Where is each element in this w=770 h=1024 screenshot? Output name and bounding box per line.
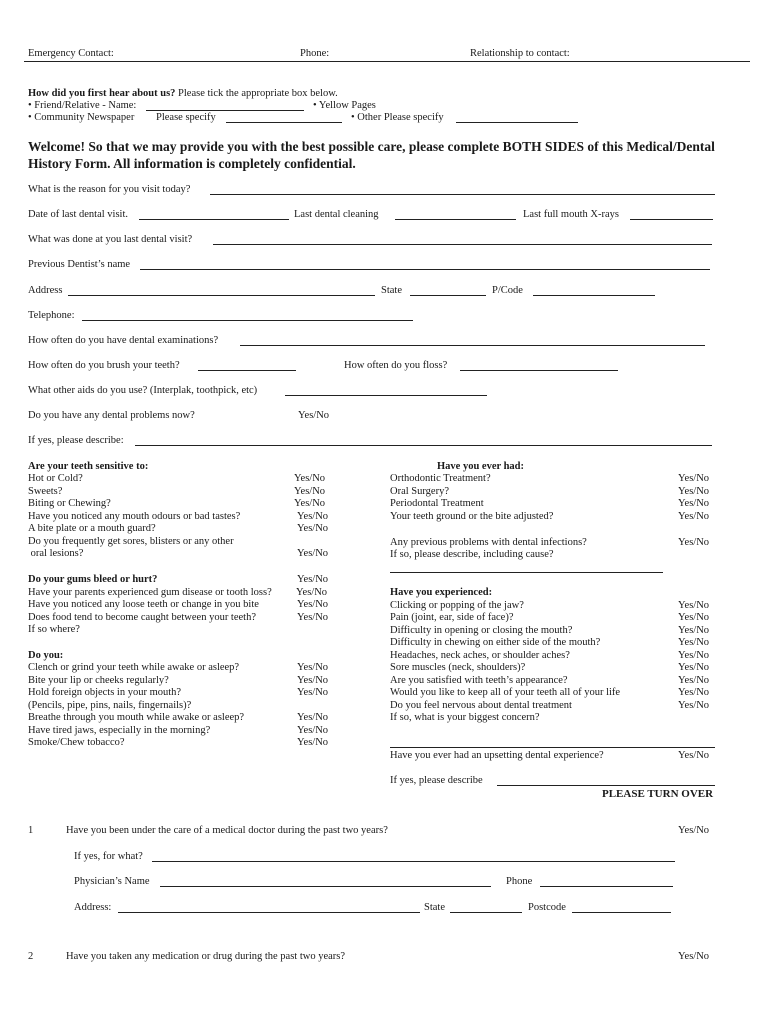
do-label: (Pencils, pipe, pins, nails, fingernails)? (28, 699, 192, 711)
upsetting-describe-field[interactable] (497, 785, 715, 786)
welcome-heading: Welcome! So that we may provide you with the best possible care, please complete BOTH SIDES of this Medical/Dental History Form. All information is completely confidential. (28, 139, 715, 171)
yes-no[interactable]: Yes/No (678, 624, 710, 636)
aids-label: What other aids do you use? (Interplak, toothpick, etc) (28, 385, 258, 396)
yes-no[interactable]: Yes/No (297, 724, 329, 736)
physician-address-field[interactable] (118, 912, 420, 913)
yes-no[interactable]: Yes/No (294, 498, 326, 509)
infections-label: Any previous problems with dental infections? (390, 536, 587, 548)
q2-question: Have you taken any medication or drug during the past two years? (66, 951, 346, 962)
describe-field[interactable] (135, 445, 712, 446)
friend-name-field[interactable] (146, 110, 304, 111)
state-field[interactable] (410, 295, 486, 296)
last-xrays-label: Last full mouth X-rays (523, 209, 619, 220)
yes-no[interactable]: Yes/No (297, 662, 329, 673)
address-label: Address (28, 285, 63, 296)
exams-label: How often do you have dental examinations? (28, 335, 219, 346)
experienced-label: Clicking or popping of the jaw? (390, 599, 524, 611)
ever-label: Oral Surgery? (390, 485, 449, 497)
yes-no[interactable]: Yes/No (678, 612, 710, 623)
ever-heading: Have you ever had: (437, 461, 525, 472)
q1-yes-no[interactable]: Yes/No (678, 825, 710, 836)
telephone-label: Telephone: (28, 310, 75, 321)
physician-postcode-field[interactable] (572, 912, 671, 913)
referral-other-label[interactable]: • Other Please specify (351, 112, 444, 123)
experienced-label: Headaches, neck aches, or shoulder aches? (390, 649, 570, 661)
exams-field[interactable] (240, 345, 705, 346)
infections-yes-no[interactable]: Yes/No (678, 536, 710, 548)
yes-no[interactable]: Yes/No (297, 599, 329, 610)
last-visit-label: Date of last dental visit. (28, 209, 129, 220)
brush-field[interactable] (198, 370, 296, 371)
aids-field[interactable] (285, 395, 487, 396)
last-cleaning-label: Last dental cleaning (294, 209, 379, 220)
yes-no[interactable]: Yes/No (678, 699, 710, 711)
yes-no[interactable]: Yes/No (297, 523, 329, 534)
q1-number: 1 (28, 825, 34, 836)
referral-community-label[interactable]: • Community Newspaper (28, 112, 135, 123)
ever-label: Orthodontic Treatment? (390, 473, 491, 484)
referral-instruction: Please tick the appropriate box below. (175, 88, 338, 99)
gums-label: Does food tend to become caught between your teeth? (28, 611, 257, 623)
yes-no[interactable]: Yes/No (297, 611, 329, 623)
last-xrays-field[interactable] (630, 219, 713, 220)
yes-no[interactable]: Yes/No (678, 510, 710, 522)
turn-over-note: PLEASE TURN OVER (602, 788, 714, 800)
experienced-label: Are you satisfied with teeth’s appearance? (390, 674, 568, 686)
other-specify-field[interactable] (456, 122, 578, 123)
reason-field[interactable] (210, 194, 715, 195)
sensitive-label: Have you noticed any mouth odours or bad tastes? (28, 510, 241, 522)
sensitive-label: A bite plate or a mouth guard? (28, 523, 156, 534)
describe-label: If yes, please describe: (28, 435, 124, 446)
physician-address-label: Address: (74, 902, 112, 913)
done-last-label: What was done at you last dental visit? (28, 234, 193, 245)
upsetting-describe-label: If yes, please describe (390, 775, 483, 786)
yes-no[interactable]: Yes/No (678, 498, 710, 509)
yes-no[interactable]: Yes/No (294, 473, 326, 484)
sensitive-heading: Are your teeth sensitive to: (28, 461, 149, 472)
q2-number: 2 (28, 951, 34, 962)
q2-yes-no[interactable]: Yes/No (678, 951, 710, 962)
do-label: Bite your lip or cheeks regularly? (28, 674, 169, 686)
state-label: State (381, 285, 402, 296)
physician-postcode-label: Postcode (528, 902, 566, 913)
header-rule (24, 61, 750, 62)
do-label: Smoke/Chew tobacco? (28, 737, 125, 748)
address-field[interactable] (68, 295, 375, 296)
emergency-contact-label: Emergency Contact: (28, 48, 114, 59)
upsetting-label: Have you ever had an upsetting dental experience? (390, 750, 604, 761)
yes-no[interactable]: Yes/No (294, 485, 326, 497)
telephone-field[interactable] (82, 320, 413, 321)
experienced-label: Do you feel nervous about dental treatment (390, 699, 572, 711)
experienced-label: Difficulty in chewing on either side of the mouth? (390, 637, 601, 648)
experienced-label: Pain (joint, ear, side of face)? (390, 612, 514, 623)
yes-no[interactable]: Yes/No (678, 473, 710, 484)
pcode-label: P/Code (492, 285, 523, 296)
q1-question: Have you been under the care of a medical doctor during the past two years? (66, 825, 388, 836)
problems-label: Do you have any dental problems now? (28, 410, 195, 421)
referral-please-specify: Please specify (156, 112, 216, 123)
experienced-heading: Have you experienced: (390, 587, 493, 598)
infections-describe-field[interactable] (390, 572, 663, 573)
yes-no[interactable]: Yes/No (678, 662, 710, 673)
referral-question: How did you first hear about us? (28, 88, 176, 99)
physician-phone-label: Phone (506, 876, 533, 887)
prev-dentist-label: Previous Dentist’s name (28, 259, 131, 270)
experienced-label: If so, what is your biggest concern? (390, 712, 540, 723)
yes-no[interactable]: Yes/No (297, 510, 329, 522)
sensitive-label: Biting or Chewing? (28, 498, 111, 509)
q1-if-yes-field[interactable] (152, 861, 675, 862)
physician-state-field[interactable] (450, 912, 522, 913)
last-visit-field[interactable] (139, 219, 289, 220)
do-heading: Do you: (28, 649, 64, 661)
physician-name-field[interactable] (160, 886, 491, 887)
do-label: Clench or grind your teeth while awake or asleep? (28, 662, 240, 673)
referral-yellow-pages[interactable]: • Yellow Pages (313, 100, 376, 111)
last-cleaning-field[interactable] (395, 219, 516, 220)
problems-yes-no[interactable]: Yes/No (298, 410, 330, 421)
do-label: Have tired jaws, especially in the morning? (28, 724, 211, 736)
referral-friend-label: • Friend/Relative - Name: (28, 100, 137, 111)
do-label: Breathe through you mouth while awake or asleep? (28, 712, 245, 723)
floss-field[interactable] (460, 370, 618, 371)
sensitive-label: Hot or Cold? (28, 473, 83, 484)
physician-phone-field[interactable] (540, 886, 673, 887)
physician-state-label: State (424, 902, 445, 913)
sensitive-label: oral lesions? (28, 548, 84, 559)
floss-label: How often do you floss? (344, 360, 448, 371)
yes-no[interactable]: Yes/No (678, 599, 710, 611)
ever-label: Your teeth ground or the bite adjusted? (390, 510, 554, 522)
pcode-field[interactable] (533, 295, 655, 296)
yes-no[interactable]: Yes/No (678, 649, 710, 661)
gums-heading: Do your gums bleed or hurt? (28, 574, 158, 585)
sensitive-label: Sweets? (28, 485, 63, 497)
yes-no[interactable]: Yes/No (678, 637, 710, 648)
yes-no[interactable]: Yes/No (297, 712, 329, 723)
experienced-label: Would you like to keep all of your teeth all of your life (390, 687, 621, 698)
reason-label: What is the reason for you visit today? (28, 184, 191, 195)
yes-no[interactable]: Yes/No (297, 674, 329, 686)
q1-if-yes-label: If yes, for what? (74, 851, 143, 862)
do-label: Hold foreign objects in your mouth? (28, 687, 182, 698)
brush-label: How often do you brush your teeth? (28, 360, 180, 371)
experienced-label: Sore muscles (neck, shoulders)? (390, 662, 526, 673)
community-specify-field[interactable] (226, 122, 342, 123)
yes-no[interactable]: Yes/No (297, 687, 329, 698)
concern-field[interactable] (390, 747, 715, 748)
referral-question-line (28, 88, 338, 100)
yes-no[interactable]: Yes/No (297, 737, 329, 748)
yes-no[interactable]: Yes/No (678, 485, 710, 497)
experienced-label: Difficulty in opening or closing the mouth? (390, 624, 573, 636)
physician-name-label: Physician’s Name (74, 876, 150, 887)
emergency-phone-label: Phone: (300, 48, 330, 59)
sensitive-label: Do you frequently get sores, blisters or any other (28, 535, 234, 547)
upsetting-yes-no[interactable]: Yes/No (678, 750, 710, 761)
gums-label: Have your parents experienced gum disease or tooth loss? (28, 586, 272, 598)
yes-no[interactable]: Yes/No (678, 674, 710, 686)
ever-label: Periodontal Treatment (390, 498, 484, 509)
gums-yes-no[interactable]: Yes/No (297, 574, 329, 585)
yes-no[interactable]: Yes/No (678, 687, 710, 698)
prev-dentist-field[interactable] (140, 269, 710, 270)
done-last-field[interactable] (213, 244, 712, 245)
gums-label: If so where? (28, 624, 80, 635)
yes-no[interactable]: Yes/No (297, 548, 329, 559)
infections-describe-label: If so, please describe, including cause? (390, 549, 554, 560)
relationship-label: Relationship to contact: (470, 48, 570, 59)
gums-label: Have you noticed any loose teeth or change in you bite (28, 599, 259, 610)
yes-no[interactable]: Yes/No (296, 586, 328, 598)
